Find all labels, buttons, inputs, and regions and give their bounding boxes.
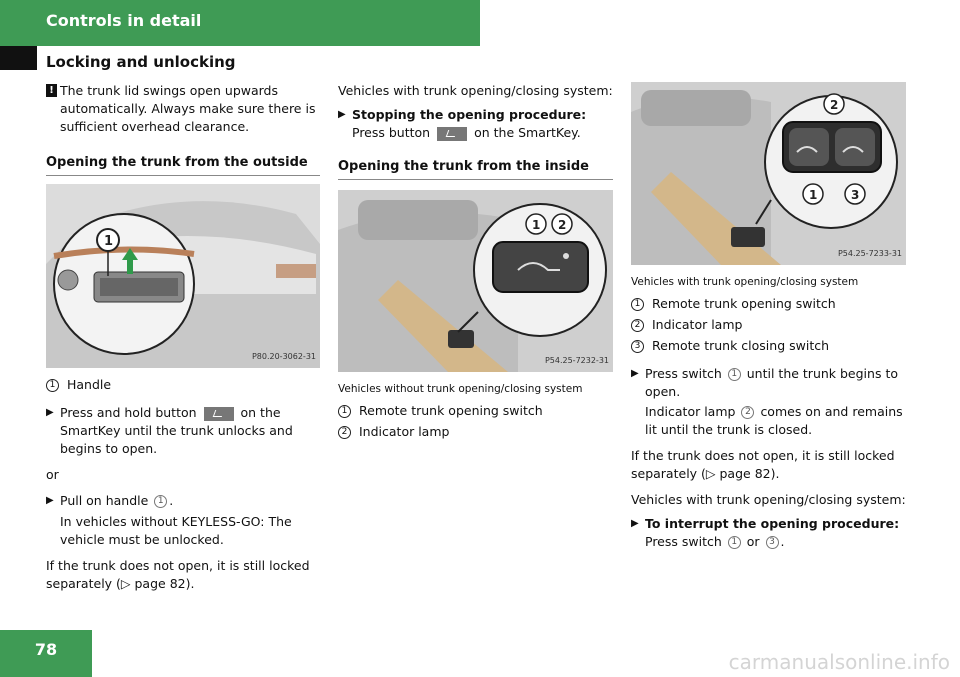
page-number: 78 (34, 640, 58, 659)
intro-text: Vehicles with trunk opening/closing system: (631, 492, 906, 507)
locked-note: If the trunk does not open, it is still locked separately (▷ page 82). (46, 558, 310, 591)
legend-item: 1 Handle (46, 376, 320, 394)
keyless-go-note: In vehicles without KEYLESS-GO: The vehicle must be unlocked. (60, 514, 292, 547)
watermark: carmanualsonline.info (728, 650, 950, 674)
svg-text:1: 1 (532, 218, 541, 232)
step-pull-handle: ▶ Pull on handle 1 . (46, 493, 174, 508)
smartkey-trunk-icon (437, 127, 467, 141)
arrow-icon: ▶ (338, 109, 346, 120)
trunk-inside-illustration (338, 190, 613, 372)
header-title: Controls in detail (46, 11, 202, 30)
legend-number: 3 (631, 340, 644, 353)
legend-item: 3 Remote trunk closing switch (631, 337, 911, 355)
trunk-system-illustration (631, 82, 906, 265)
column-middle (338, 82, 613, 444)
figure-caption: Vehicles with trunk opening/closing system (631, 276, 859, 288)
figure-caption: Vehicles without trunk opening/closing system (338, 383, 583, 395)
figure-trunk-outside (46, 184, 320, 368)
step-interrupt-opening: ▶ To interrupt the opening procedure: Press switch 1 or 3 . (631, 516, 900, 549)
smartkey-trunk-icon (204, 407, 234, 421)
ref-number: 1 (728, 536, 741, 549)
svg-text:1: 1 (809, 188, 818, 202)
step-press-button: ▶ Press and hold button on the SmartKey until the trunk unlocks and begins to open. (46, 405, 293, 456)
ref-number: 1 (728, 368, 741, 381)
column-right (631, 82, 911, 559)
locked-note: If the trunk does not open, it is still locked separately (▷ page 82). (631, 448, 895, 481)
legend-number: 1 (338, 405, 351, 418)
step-stop-opening: ▶ Stopping the opening procedure: Press button on the SmartKey. (338, 107, 587, 140)
svg-text:2: 2 (830, 98, 839, 112)
trunk-outside-illustration (46, 184, 320, 368)
svg-text:3: 3 (851, 188, 860, 202)
heading-inside: Opening the trunk from the inside (338, 158, 613, 180)
legend-number: 2 (631, 319, 644, 332)
warning-note: ! The trunk lid swings open upwards automatically. Always make sure there is sufficient overhead clearance. (46, 82, 320, 136)
svg-text:1: 1 (104, 234, 114, 249)
ref-number: 2 (741, 406, 754, 419)
svg-text:2: 2 (558, 218, 567, 232)
legend-number: 2 (338, 426, 351, 439)
legend-item: 1 Remote trunk opening switch (338, 402, 613, 420)
or-text: or (46, 467, 59, 482)
legend-number: 1 (631, 298, 644, 311)
legend-item: 2 Indicator lamp (338, 423, 613, 441)
indicator-lamp-note: Indicator lamp 2 comes on and remains lit until the trunk is closed. (645, 404, 903, 437)
intro-text: Vehicles with trunk opening/closing system: (338, 83, 613, 98)
arrow-icon: ▶ (631, 518, 639, 529)
warning-icon: ! (46, 84, 57, 97)
arrow-icon: ▶ (631, 368, 639, 379)
section-title: Locking and unlocking (46, 53, 236, 71)
section-marker (0, 46, 37, 70)
legend-number: 1 (46, 379, 59, 392)
arrow-icon: ▶ (46, 495, 54, 506)
ref-number: 3 (766, 536, 779, 549)
figure-label: P54.25-7232-31 (544, 356, 609, 365)
legend-item: 1 Remote trunk opening switch (631, 295, 911, 313)
heading-outside: Opening the trunk from the outside (46, 154, 320, 176)
legend-item: 2 Indicator lamp (631, 316, 911, 334)
figure-trunk-system (631, 82, 906, 265)
figure-label: P54.25-7233-31 (837, 249, 902, 258)
arrow-icon: ▶ (46, 407, 54, 418)
step-press-switch: ▶ Press switch 1 until the trunk begins to open. (631, 366, 898, 399)
ref-number: 1 (154, 495, 167, 508)
column-left (46, 82, 320, 601)
figure-trunk-inside (338, 190, 613, 372)
figure-label: P80.20-3062-31 (251, 352, 316, 361)
